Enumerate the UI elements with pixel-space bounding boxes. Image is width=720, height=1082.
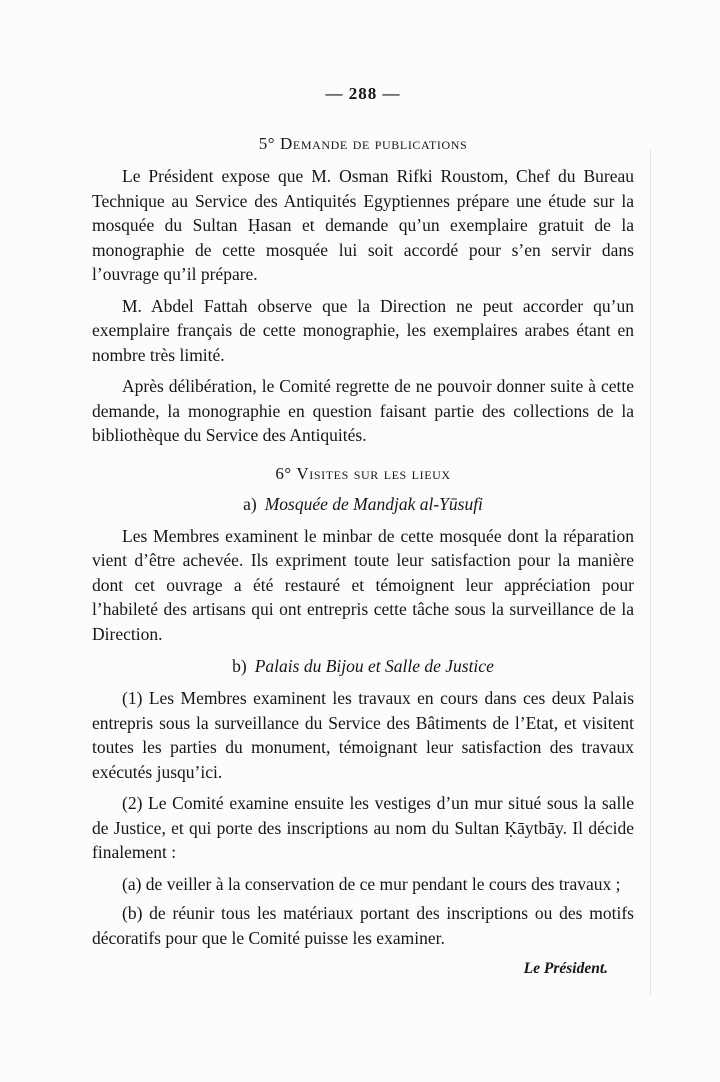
subsection-b-title: Palais du Bijou et Salle de Justice [254,656,494,676]
subsection-b-paragraph-1: (1) Les Membres examinent les travaux en cours dans ces deux Palais entrepris sous la surveillance du Service des Bâtiments de l’Etat, et visitent toutes les parties du monument, témoignant leur satisfaction des travaux exécutés jusqu’ici. [92,688,634,782]
subsection-b-item-a: (a) de veiller à la conservation de ce mur pendant le cours des travaux ; [122,873,621,894]
subsection-a-heading [92,494,634,515]
section-6-heading: 6° Visites sur les lieux [275,463,451,483]
page-edge-line [650,150,651,995]
section-5-paragraph-3: Après délibération, le Comité regrette de ne pouvoir donner suite à cette demande, la monographie en question faisant partie des collections de la bibliothèque du Service des Antiquités. [92,376,634,445]
section-5-heading: 5° Demande de publications [258,134,468,153]
subsection-a-label: a) [243,493,257,514]
subsection-b-heading [92,656,634,677]
subsection-a-paragraph-1: Les Membres examinent le minbar de cette mosquée dont la réparation vient d’être achevée. Ils expriment toute leur satisfaction pour la manière dont cet ouvrage a été restauré et témoignent leur appréciation pour l’habileté des artisans qui ont entrepris cette tâche sous la surveillance de la Direction. [92,525,634,644]
subsection-b-label: b) [232,656,247,676]
section-5-paragraph-2: M. Abdel Fattah observe que la Direction ne peut accorder qu’un exemplaire français de cette monographie, les exemplaires arabes étant en nombre très limité. [92,295,634,365]
page-number: — 288 — [325,84,401,103]
section-5-paragraph-1: Le Président expose que M. Osman Rifki Roustom, Chef du Bureau Technique au Service des Antiquités Egyptiennes prépare une étude sur la mosquée du Sultan Ḥasan et demande qu’un exemplaire gratuit de la monographie de cette mosquée lui soit accordé pour s’en servir dans l’ouvrage qu’il prépare. [92,166,634,284]
subsection-b-item-b: (b) de réunir tous les matériaux portant des inscriptions ou des motifs décoratifs pour que le Comité puisse les examiner. [92,903,634,948]
signature: Le Président. [523,960,608,977]
subsection-a-title: Mosquée de Mandjak al-Yūsufi [264,493,483,514]
subsection-b-paragraph-2: (2) Le Comité examine ensuite les vestiges d’un mur situé sous la salle de Justice, et qui porte des inscriptions au nom du Sultan Ḳāytbāy. Il décide finalement : [92,793,634,862]
document-page [92,84,634,978]
